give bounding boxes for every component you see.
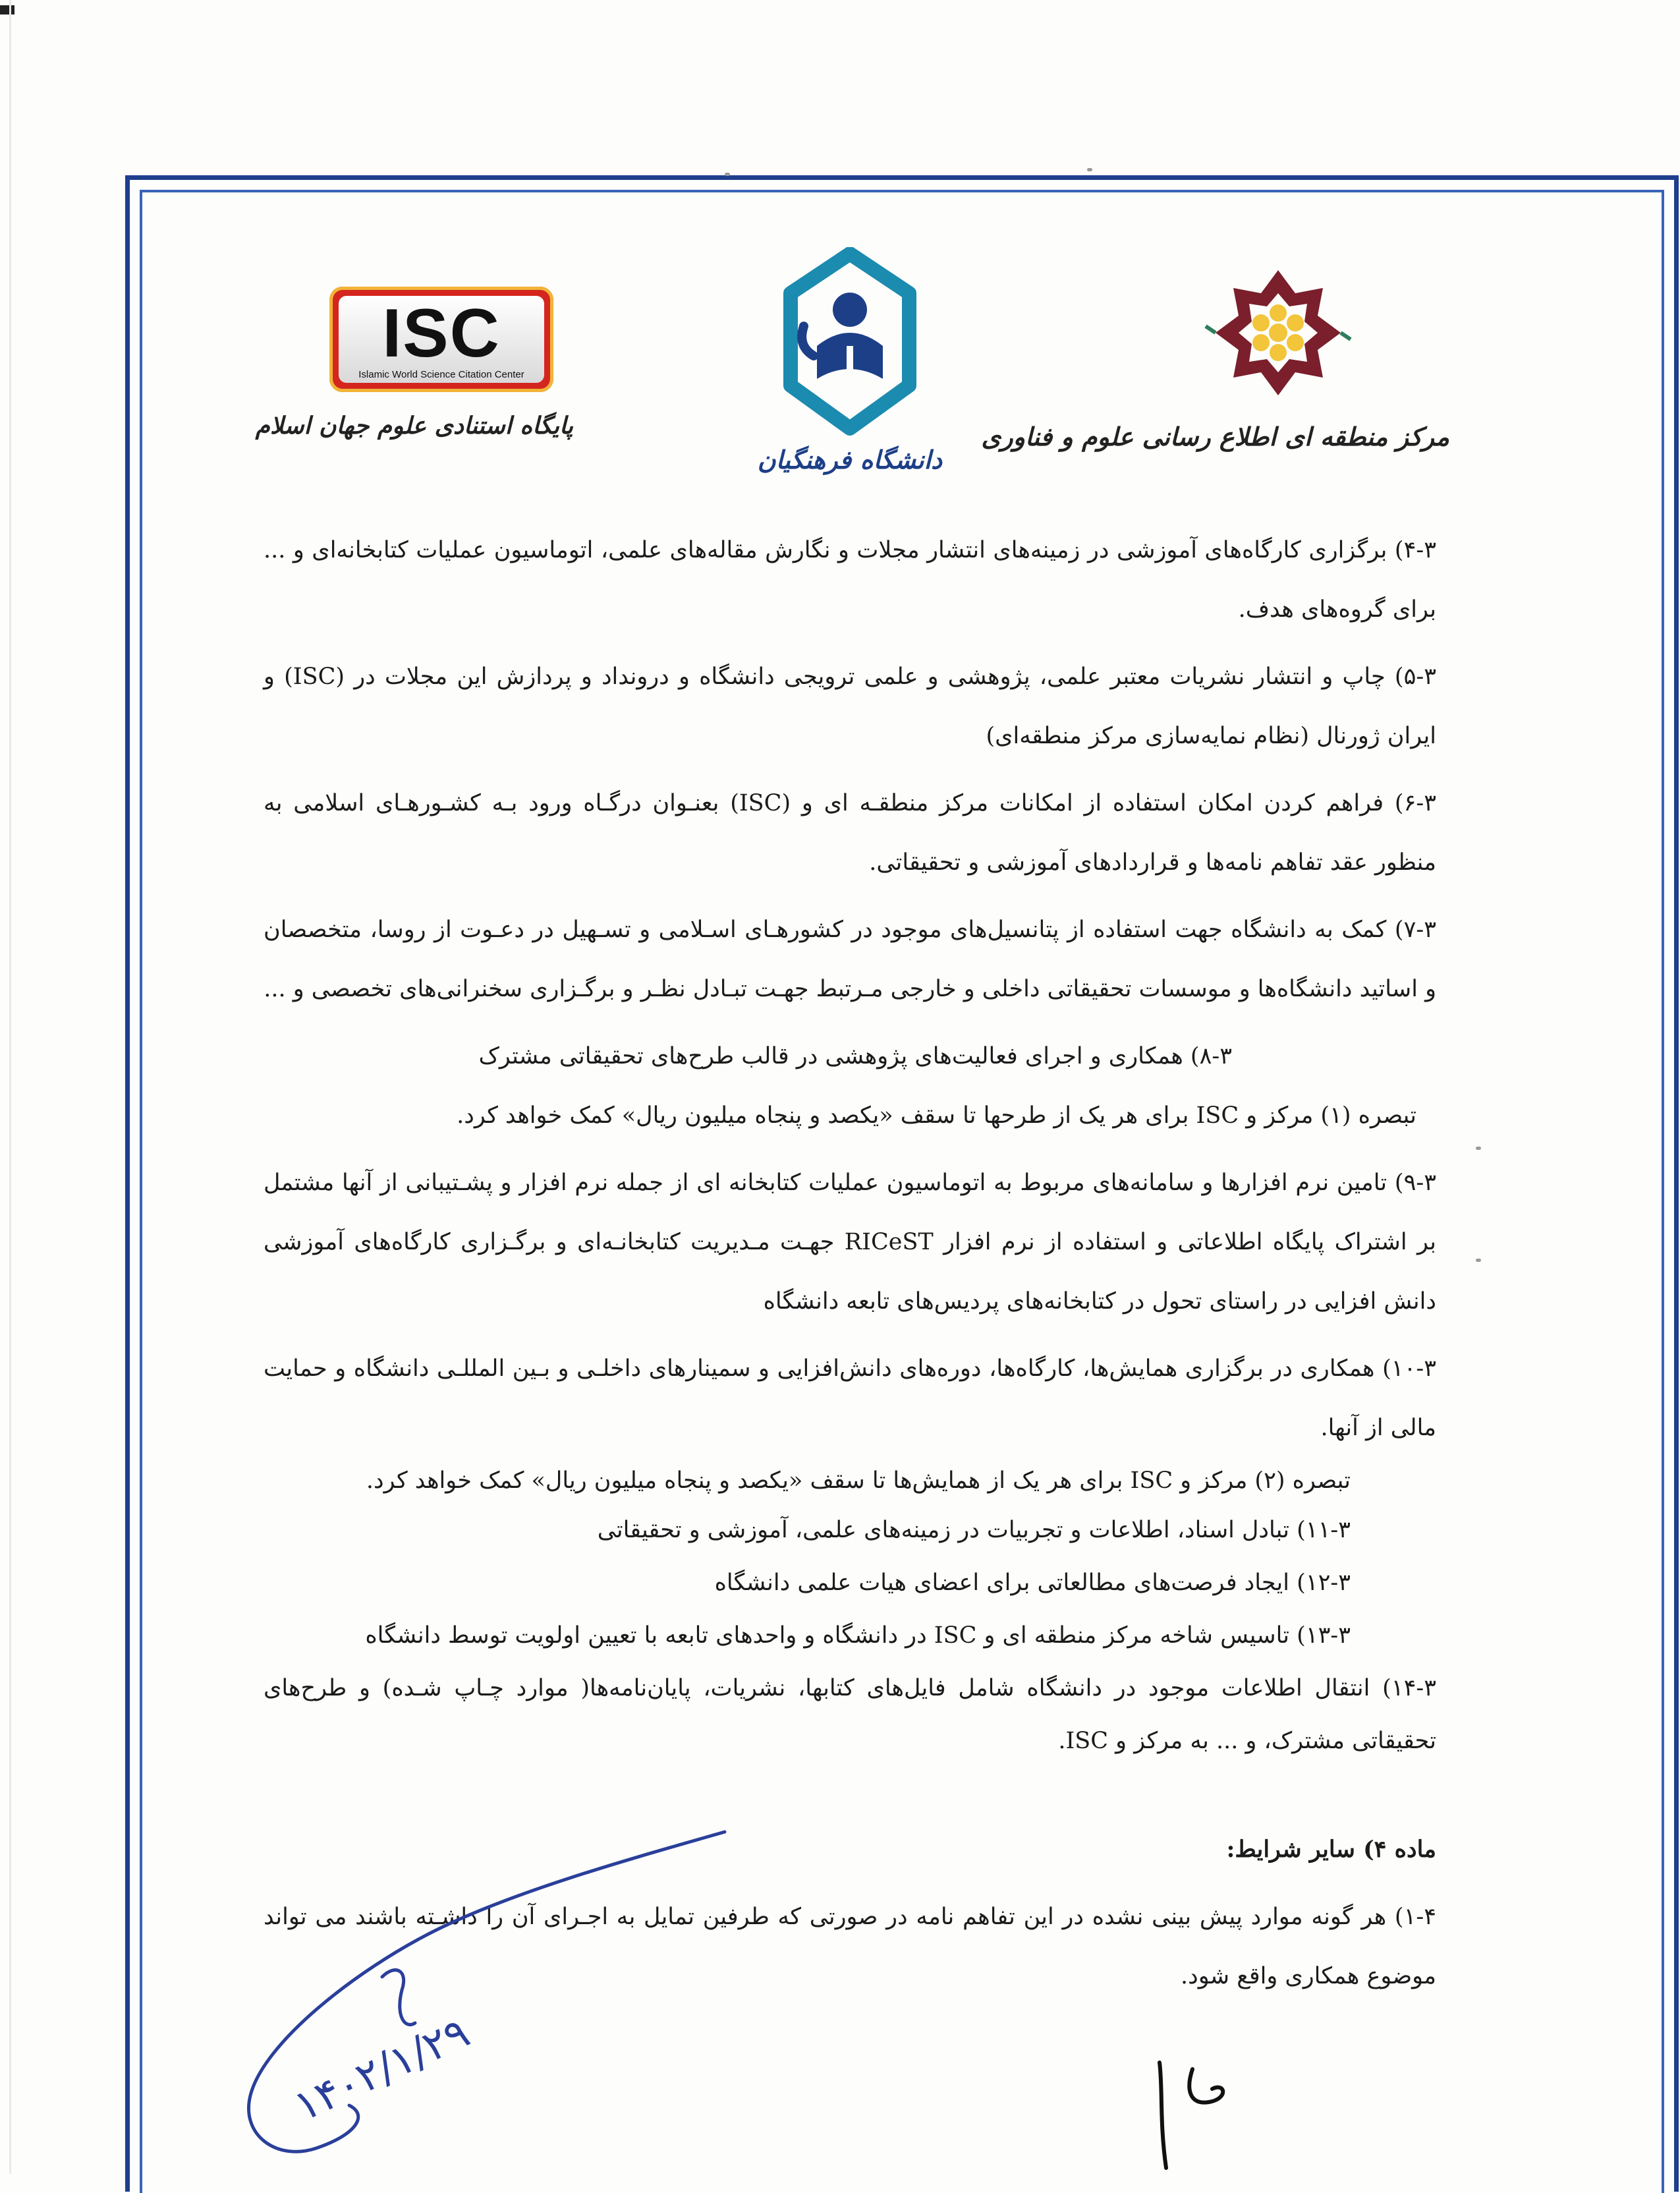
isc-acronym: ISC bbox=[382, 295, 501, 372]
scan-edge bbox=[9, 0, 11, 2174]
scan-speck bbox=[1476, 1259, 1481, 1262]
clause-3-7: ۷-۳) کمک به دانشگاه جهت استفاده از پتانسیل‌های موجود در کشورهـای اسـلامی و تسـهیل در دعـوت از روسا، متخصصان و اساتید دانشگاه‌ها و موسسات تحقیقاتی داخلی و خارجی مـرتبط جهـت تبـادل نظـر و برگـزاری سخنرانی‌های تخصصی و ... bbox=[264, 917, 1436, 1002]
signature-left bbox=[237, 1806, 738, 2175]
scan-corner-mark bbox=[0, 5, 14, 14]
clause-3-14: ۱۴-۳) انتقال اطلاعات موجود در دانشگاه شامل فایل‌های کتابها، نشریات، پایان‌نامه‌ها( موارد چـاپ شـده) و طرح‌های تحقیقاتی مشترک، و ... به مرکز و ISC. bbox=[264, 1675, 1436, 1754]
clause-3-12: ۱۲-۳) ایجاد فرصت‌های مطالعاتی برای اعضای هیات علمی دانشگاه bbox=[714, 1570, 1351, 1596]
regional-center-emblem-icon bbox=[1107, 260, 1449, 412]
university-emblem-icon bbox=[777, 247, 922, 445]
clause-3-5: ۵-۳) چاپ و انتشار نشریات معتبر علمی، پژوهشی و علمی ترویجی دانشگاه و درونداد و پردازش این مجلات در (ISC) و ایران ژورنال (نظام نمایه‌سازی مرکز منطقه‌ای) bbox=[264, 664, 1437, 749]
article-4-heading: ماده ۴) سایر شرایط: bbox=[1226, 1836, 1436, 1863]
signature-right bbox=[1146, 2043, 1252, 2174]
note-2: تبصره (۲) مرکز و ISC برای هر یک از همایش‌ها تا سقف «یکصد و پنجاه میلیون ریال» کمک خواهد کرد. bbox=[366, 1467, 1351, 1494]
clause-3-11: ۱۱-۳) تبادل اسناد، اطلاعات و تجربیات در زمینه‌های علمی، آموزشی و تحقیقاتی bbox=[597, 1517, 1351, 1543]
handwritten-date: ۱۴۰۲/۱/۲۹ bbox=[287, 2008, 477, 2132]
isc-caption: پایگاه استنادی علوم جهان اسلام bbox=[255, 412, 573, 440]
scan-speck bbox=[1087, 168, 1092, 171]
note-1: تبصره (۱) مرکز و ISC برای هر یک از طرحها تا سقف «یکصد و پنجاه میلیون ریال» کمک خواهد کرد. bbox=[457, 1102, 1416, 1129]
regional-center-caption: مرکز منطقه ای اطلاع رسانی علوم و فناوری bbox=[981, 422, 1449, 451]
scan-speck bbox=[725, 173, 730, 176]
clause-3-13: ۱۳-۳) تاسیس شاخه مرکز منطقه ای و ISC در دانشگاه و واحدهای تابعه با تعیین اولویت توسط دانشگاه bbox=[365, 1622, 1351, 1649]
clause-3-8: ۸-۳) همکاری و اجرای فعالیت‌های پژوهشی در قالب طرح‌های تحقیقاتی مشترک bbox=[478, 1043, 1232, 1069]
isc-full-name: Islamic World Science Citation Center bbox=[358, 368, 524, 380]
isc-badge bbox=[329, 287, 553, 392]
isc-logo bbox=[255, 283, 573, 468]
clause-3-10: ۱۰-۳) همکاری در برگزاری همایش‌ها، کارگاه‌ها، دوره‌های دانش‌افزایی و سمینارهای داخلـی و بـین المللـی دانشگاه و حمایت مالی از آنها. bbox=[264, 1355, 1436, 1441]
clause-3-4: ۴-۳) برگزاری کارگاه‌های آموزشی در زمینه‌های انتشار مجلات و نگارش مقاله‌های علمی، اتوماسیون عملیات کتابخانه‌ای و ... برای گروه‌های هدف. bbox=[264, 537, 1436, 623]
scan-speck bbox=[1476, 1147, 1481, 1150]
clause-3-9: ۹-۳) تامین نرم افزارها و سامانه‌های مربوط به اتوماسیون عملیات کتابخانه ای از جمله نرم افزار و پشـتیبانی از آنها مشتمل بر اشتراک پایگاه اطلاعاتی و استفاده از نرم افزار RICeST جهـت مـدیریت کتابخانـه‌ای و برگـزاری کارگاه‌های آموزشی دانش افزایی در راستای تحول در کتابخانه‌های پردیس‌های تابعه دانشگاه bbox=[264, 1170, 1436, 1315]
agreement-body bbox=[264, 521, 1436, 2014]
clause-4-1: ۱-۴) هر گونه موارد پیش بینی نشده در این تفاهم نامه در صورتی که طرفین تمایل به اجـرای آن را داشـته باشند می تواند موضوع همکاری واقع شود. bbox=[264, 1904, 1436, 1989]
university-logo bbox=[757, 247, 942, 491]
regional-center-logo bbox=[981, 260, 1449, 471]
university-caption: دانشگاه فرهنگیان bbox=[757, 445, 942, 474]
clause-3-6: ۶-۳) فراهم کردن امکان استفاده از امکانات مرکز منطقـه ای و (ISC) بعنـوان درگـاه ورود بـه کشـورهـای اسلامی به منظور عقد تفاهم نامه‌ها و قراردادهای آموزشی و تحقیقاتی. bbox=[264, 790, 1436, 876]
